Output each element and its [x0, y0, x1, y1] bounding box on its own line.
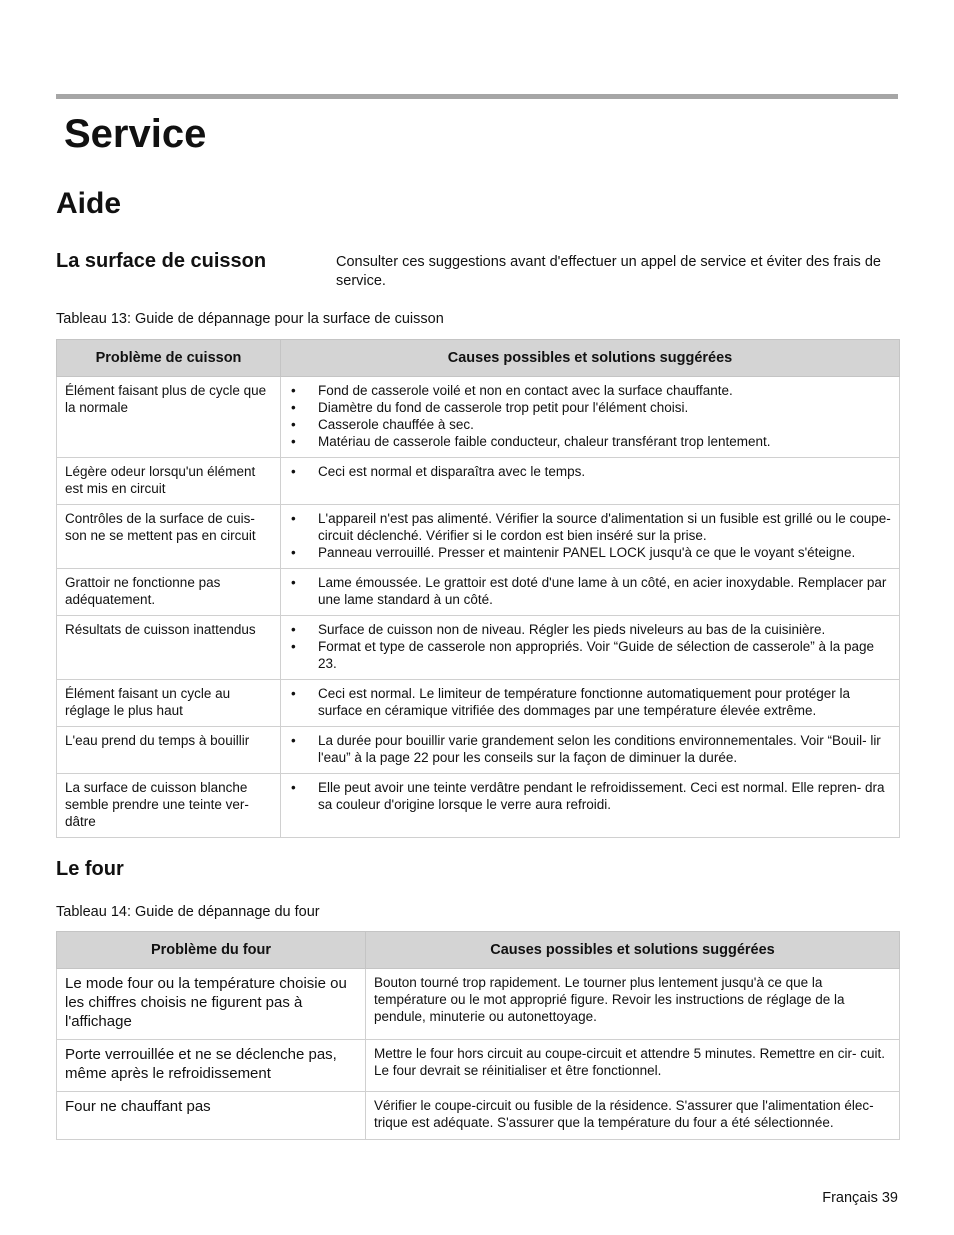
- problem-cell: La surface de cuisson blanche semble prendre une teinte ver- dâtre: [57, 774, 281, 838]
- bullet-icon: •: [291, 575, 296, 590]
- solution-cell: Mettre le four hors circuit au coupe-circuit et attendre 5 minutes. Remettre en cir- cuit. Le four devrait se réinitialiser et être fonctionnel.: [366, 1040, 900, 1092]
- solution-text: Lame émoussée. Le grattoir est doté d'une lame à un côté, en acier inoxydable. Remplacer par une lame standard à un côté.: [318, 575, 887, 607]
- solution-item: [289, 544, 891, 561]
- solution-item: [289, 399, 891, 416]
- table2-body: [57, 969, 900, 1140]
- solutions-list: [289, 732, 891, 766]
- bullet-icon: •: [291, 622, 296, 637]
- bullet-icon: •: [291, 417, 296, 432]
- solution-cell: Bouton tourné trop rapidement. Le tourner plus lentement jusqu'à ce que la température ou le mot approprié figure. Revoir les instructions de réglage de la pendule, minuterie ou autonettoyage.: [366, 969, 900, 1040]
- table-row: [57, 616, 900, 680]
- column-header-solutions: Causes possibles et solutions suggérées: [281, 340, 900, 377]
- solution-item: [289, 574, 891, 608]
- solutions-cell: [281, 680, 900, 727]
- solution-text: Format et type de casserole non appropriés. Voir “Guide de sélection de casserole” à la page 23.: [318, 639, 875, 671]
- subsection-heading-surface: La surface de cuisson: [56, 250, 267, 272]
- solution-text: Matériau de casserole faible conducteur, chaleur transférant trop lentement.: [318, 434, 771, 449]
- solution-text: L'appareil n'est pas alimenté. Vérifier la source d'alimentation si un fusible est grillé ou le coupe-circuit déclenché. Vérifier si le cordon est bien inséré sur la prise.: [318, 511, 891, 543]
- solution-item: [289, 685, 891, 719]
- solution-text: Casserole chauffée à sec.: [318, 417, 474, 432]
- solutions-cell: [281, 569, 900, 616]
- solutions-cell: [281, 505, 900, 569]
- problem-cell: Le mode four ou la température choisie ou les chiffres choisis ne figurent pas à l'affichage: [57, 969, 366, 1040]
- intro-text: Consulter ces suggestions avant d'effectuer un appel de service et éviter des frais de service.: [336, 254, 881, 289]
- top-rule: [56, 94, 898, 99]
- page-footer: Français 39: [822, 1190, 898, 1206]
- problem-cell: Élément faisant un cycle au réglage le plus haut: [57, 680, 281, 727]
- solution-cell: Vérifier le coupe-circuit ou fusible de la résidence. S'assurer que l'alimentation élec- trique est adéquate. S'assurer que la température du four a été sélectionnée.: [366, 1092, 900, 1140]
- table-row: [57, 969, 900, 1040]
- solution-text: Surface de cuisson non de niveau. Régler les pieds niveleurs au bas de la cuisinière.: [318, 622, 826, 637]
- problem-cell: Légère odeur lorsqu'un élément est mis en circuit: [57, 458, 281, 505]
- solution-item: [289, 638, 891, 672]
- table-row: [57, 1040, 900, 1092]
- table1-body: [57, 377, 900, 838]
- solution-item: [289, 433, 891, 450]
- bullet-icon: •: [291, 639, 296, 654]
- column-header-problem: Problème du four: [57, 932, 366, 969]
- solution-text: Diamètre du fond de casserole trop petit pour l'élément choisi.: [318, 400, 689, 415]
- problem-cell: Résultats de cuisson inattendus: [57, 616, 281, 680]
- table1-caption: Tableau 13: Guide de dépannage pour la surface de cuisson: [56, 311, 444, 327]
- column-header-solutions: Causes possibles et solutions suggérées: [366, 932, 900, 969]
- solutions-list: [289, 510, 891, 561]
- solution-item: [289, 510, 891, 544]
- solutions-cell: [281, 774, 900, 838]
- bullet-icon: •: [291, 434, 296, 449]
- bullet-icon: •: [291, 464, 296, 479]
- table-row: [57, 727, 900, 774]
- column-header-problem: Problème de cuisson: [57, 340, 281, 377]
- table-row: [57, 569, 900, 616]
- solution-text: La durée pour bouillir varie grandement selon les conditions environnementales. Voir “Bouil- lir l'eau” à la page 22 pour les conseils sur la façon de diminuer la durée.: [318, 733, 881, 765]
- table-header-row: [57, 340, 900, 377]
- bullet-icon: •: [291, 383, 296, 398]
- solution-text: Ceci est normal. Le limiteur de température fonctionne automatiquement pour protéger la surface en céramique vitrifiée des dommages par une température élevée extrême.: [318, 686, 851, 718]
- solutions-list: [289, 463, 891, 480]
- solution-text: Elle peut avoir une teinte verdâtre pendant le refroidissement. Ceci est normal. Elle repren- dra sa couleur d'origine lorsque le verre aura refroidi.: [318, 780, 885, 812]
- solutions-list: [289, 685, 891, 719]
- problem-cell: Élément faisant plus de cycle que la normale: [57, 377, 281, 458]
- table2-caption: Tableau 14: Guide de dépannage du four: [56, 904, 320, 920]
- solutions-cell: [281, 377, 900, 458]
- solution-text: Ceci est normal et disparaîtra avec le temps.: [318, 464, 586, 479]
- table-row: [57, 505, 900, 569]
- solution-text: Panneau verrouillé. Presser et maintenir PANEL LOCK jusqu'à ce que le voyant s'éteigne.: [318, 545, 856, 560]
- bullet-icon: •: [291, 780, 296, 795]
- page-title: Service: [64, 112, 207, 156]
- problem-cell: Grattoir ne fonctionne pas adéquatement.: [57, 569, 281, 616]
- bullet-icon: •: [291, 733, 296, 748]
- section-heading: Aide: [56, 187, 122, 220]
- solutions-cell: [281, 458, 900, 505]
- solution-item: [289, 779, 891, 813]
- problem-cell: Contrôles de la surface de cuis- son ne se mettent pas en circuit: [57, 505, 281, 569]
- table-row: [57, 774, 900, 838]
- table-row: [57, 680, 900, 727]
- problem-cell: Four ne chauffant pas: [57, 1092, 366, 1140]
- solutions-list: [289, 621, 891, 672]
- solutions-list: [289, 382, 891, 450]
- table-header-row: [57, 932, 900, 969]
- solutions-list: [289, 574, 891, 608]
- problem-cell: Porte verrouillée et ne se déclenche pas, même après le refroidissement: [57, 1040, 366, 1092]
- table-row: [57, 1092, 900, 1140]
- solution-item: [289, 463, 891, 480]
- solutions-cell: [281, 727, 900, 774]
- bullet-icon: •: [291, 400, 296, 415]
- solution-item: [289, 382, 891, 399]
- solution-text: Fond de casserole voilé et non en contact avec la surface chauffante.: [318, 383, 733, 398]
- solution-item: [289, 416, 891, 433]
- table-row: [57, 458, 900, 505]
- oven-troubleshooting-table: [56, 931, 900, 1140]
- bullet-icon: •: [291, 511, 296, 526]
- subsection-heading-four: Le four: [56, 858, 124, 880]
- problem-cell: L'eau prend du temps à bouillir: [57, 727, 281, 774]
- solutions-list: [289, 779, 891, 813]
- solution-item: [289, 732, 891, 766]
- bullet-icon: •: [291, 545, 296, 560]
- bullet-icon: •: [291, 686, 296, 701]
- solutions-cell: [281, 616, 900, 680]
- table-row: [57, 377, 900, 458]
- solution-item: [289, 621, 891, 638]
- cooktop-troubleshooting-table: [56, 339, 900, 838]
